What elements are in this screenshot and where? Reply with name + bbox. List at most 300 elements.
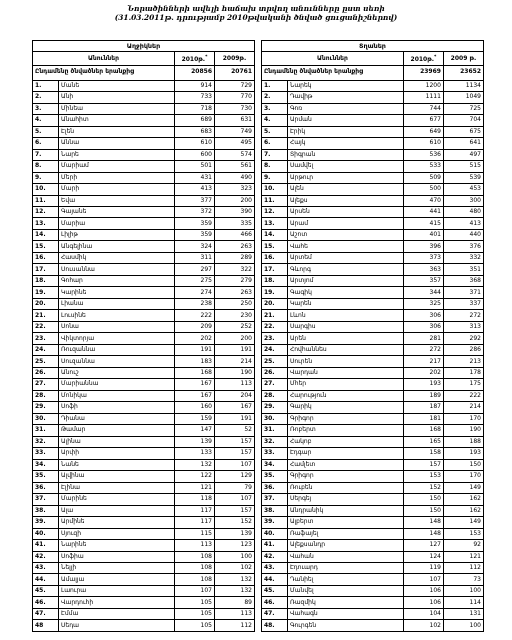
girls-name-cell: Էմմա (59, 608, 175, 619)
boys-count-2009-cell: 175 (443, 379, 483, 390)
boys-name-cell: Տիգրան (287, 149, 403, 160)
girls-count-2010-cell: 413 (175, 184, 215, 195)
table-row (261, 92, 483, 103)
girls-count-2010-cell: 222 (175, 310, 215, 321)
table-row (261, 390, 483, 401)
boys-rank-cell: 43. (261, 563, 287, 574)
boys-count-2009-cell: 313 (443, 321, 483, 332)
boys-name-cell: Գագիկ (287, 287, 403, 298)
girls-name-cell: Մոնիկա (59, 390, 175, 401)
boys-count-2010-cell: 189 (403, 390, 443, 401)
girls-count-2010-cell: 159 (175, 413, 215, 424)
girls-count-2009-cell: 79 (215, 482, 255, 493)
girls-count-2010-cell: 274 (175, 287, 215, 298)
table-row (33, 608, 255, 619)
girls-count-2010-cell: 105 (175, 608, 215, 619)
boys-section-title: Տղաներ (261, 41, 483, 52)
boys-name-cell: Լևոն (287, 310, 403, 321)
boys-count-2009-cell: 100 (443, 620, 483, 632)
table-row (261, 574, 483, 585)
girls-name-cell: Էլինա (59, 482, 175, 493)
girls-count-2009-cell: 157 (215, 505, 255, 516)
table-row (261, 356, 483, 367)
boys-name-cell: Կարեն (287, 298, 403, 309)
girls-count-2010-cell: 191 (175, 344, 215, 355)
boys-count-2009-cell: 300 (443, 195, 483, 206)
boys-rank-cell: 15. (261, 241, 287, 252)
girls-count-2010-cell: 132 (175, 459, 215, 470)
girls-rank-cell: 29. (33, 402, 59, 413)
girls-count-2010-cell: 139 (175, 436, 215, 447)
girls-count-2010-cell: 431 (175, 172, 215, 183)
girls-count-2009-cell: 323 (215, 184, 255, 195)
girls-count-2009-cell: 466 (215, 229, 255, 240)
boys-count-2010-cell: 533 (403, 161, 443, 172)
girls-count-2010-cell: 683 (175, 126, 215, 137)
boys-count-2009-cell: 371 (443, 287, 483, 298)
boys-count-2010-cell: 500 (403, 184, 443, 195)
girls-count-2009-cell: 89 (215, 597, 255, 608)
girls-count-2009-cell: 204 (215, 390, 255, 401)
table-row (261, 80, 483, 91)
boys-count-2010-cell: 187 (403, 402, 443, 413)
boys-name-cell: Գոռ (287, 103, 403, 114)
girls-rank-cell: 12. (33, 206, 59, 217)
girls-count-2010-cell: 324 (175, 241, 215, 252)
girls-count-2009-cell: 52 (215, 425, 255, 436)
girls-name-cell: Սոֆի (59, 402, 175, 413)
girls-count-2010-cell: 275 (175, 275, 215, 286)
boys-name-cell: Վահե (287, 241, 403, 252)
girls-rank-cell: 28. (33, 390, 59, 401)
boys-rank-cell: 14. (261, 229, 287, 240)
table-row (261, 344, 483, 355)
boys-name-cell: Արտյոմ (287, 275, 403, 286)
table-row (261, 184, 483, 195)
girls-rank-cell: 3. (33, 103, 59, 114)
boys-rank-cell: 45. (261, 585, 287, 596)
table-row (261, 218, 483, 229)
table-row (261, 471, 483, 482)
girls-count-2009-cell: 190 (215, 367, 255, 378)
boys-count-2009-cell: 149 (443, 482, 483, 493)
girls-rank-cell: 40. (33, 528, 59, 539)
table-row (33, 459, 255, 470)
boys-count-2010-cell: 165 (403, 436, 443, 447)
girls-name-cell: Նարե (59, 149, 175, 160)
girls-count-2009-cell: 335 (215, 218, 255, 229)
girls-count-2009-cell: 191 (215, 413, 255, 424)
girls-name-cell: Դիանա (59, 413, 175, 424)
table-row (261, 195, 483, 206)
girls-count-2009-cell: 730 (215, 103, 255, 114)
table-row (33, 528, 255, 539)
boys-rank-cell: 18. (261, 275, 287, 286)
table-row (33, 505, 255, 516)
table-row (261, 138, 483, 149)
boys-rank-cell: 30. (261, 413, 287, 424)
boys-count-2010-cell: 325 (403, 298, 443, 309)
girls-name-cell: Մերի (59, 172, 175, 183)
boys-rank-cell: 27. (261, 379, 287, 390)
girls-rank-cell: 39. (33, 517, 59, 528)
boys-count-2009-cell: 1134 (443, 80, 483, 91)
girls-count-2009-cell: 561 (215, 161, 255, 172)
girls-rank-cell: 13. (33, 218, 59, 229)
boys-count-2010-cell: 649 (403, 126, 443, 137)
girls-name-cell: Մինեա (59, 103, 175, 114)
boys-count-2010-cell: 168 (403, 425, 443, 436)
boys-count-2010-cell: 193 (403, 379, 443, 390)
boys-rank-cell: 2. (261, 92, 287, 103)
boys-rank-cell: 11. (261, 195, 287, 206)
girls-rank-cell: 46. (33, 597, 59, 608)
boys-rank-cell: 20. (261, 298, 287, 309)
document-title: Նորածինների ավելի հաճախ տրվող անունները ըստ սեռի (127, 4, 385, 13)
boys-count-2009-cell: 368 (443, 275, 483, 286)
girls-count-2009-cell: 132 (215, 574, 255, 585)
table-row (33, 563, 255, 574)
girls-name-cell: Ամալյա (59, 574, 175, 585)
boys-count-2009-cell: 214 (443, 402, 483, 413)
girls-count-2010-cell: 359 (175, 218, 215, 229)
boys-total-2009: 23652 (443, 66, 483, 81)
girls-name-cell: Սոֆիա (59, 551, 175, 562)
boys-count-2010-cell: 157 (403, 459, 443, 470)
girls-names-table (32, 40, 255, 632)
boys-rank-cell: 29. (261, 402, 287, 413)
girls-count-2009-cell: 107 (215, 494, 255, 505)
girls-count-2009-cell: 230 (215, 310, 255, 321)
table-row (33, 103, 255, 114)
boys-name-cell: Ալեն (287, 184, 403, 195)
girls-rank-cell: 42. (33, 551, 59, 562)
boys-rank-cell: 17. (261, 264, 287, 275)
girls-count-2010-cell: 115 (175, 528, 215, 539)
boys-count-2010-cell: 148 (403, 517, 443, 528)
boys-count-2010-cell: 148 (403, 528, 443, 539)
boys-name-cell: Արման (287, 115, 403, 126)
table-row (261, 298, 483, 309)
girls-count-2009-cell: 107 (215, 459, 255, 470)
boys-count-2009-cell: 413 (443, 218, 483, 229)
boys-count-2009-cell: 178 (443, 367, 483, 378)
table-row (261, 252, 483, 263)
girls-count-2010-cell: 105 (175, 597, 215, 608)
boys-rank-cell: 3. (261, 103, 287, 114)
girls-rank-cell: 21. (33, 310, 59, 321)
table-row (261, 517, 483, 528)
boys-name-cell: Անդրանիկ (287, 505, 403, 516)
girls-count-2009-cell: 214 (215, 356, 255, 367)
girls-total-label: Ընդամենը ծնվածներ երանքից (33, 66, 175, 81)
girls-name-cell: Սուզաննա (59, 356, 175, 367)
girls-count-2010-cell: 914 (175, 80, 215, 91)
girls-rank-cell: 18. (33, 275, 59, 286)
boys-rank-cell: 48. (261, 620, 287, 632)
table-row (261, 379, 483, 390)
girls-count-2010-cell: 238 (175, 298, 215, 309)
boys-count-2010-cell: 202 (403, 367, 443, 378)
boys-count-2009-cell: 153 (443, 528, 483, 539)
girls-rank-cell: 7. (33, 149, 59, 160)
boys-name-cell: Սամվել (287, 161, 403, 172)
boys-count-2010-cell: 536 (403, 149, 443, 160)
table-row (261, 321, 483, 332)
girls-name-cell: Մարիաննա (59, 379, 175, 390)
table-row (261, 425, 483, 436)
boys-name-cell: Վարդան (287, 367, 403, 378)
boys-rank-cell: 1. (261, 80, 287, 91)
boys-count-2009-cell: 272 (443, 310, 483, 321)
girls-count-2010-cell: 610 (175, 138, 215, 149)
table-row (33, 620, 255, 632)
table-row (33, 241, 255, 252)
girls-rank-cell: 14. (33, 229, 59, 240)
table-row (261, 563, 483, 574)
girls-count-2009-cell: 631 (215, 115, 255, 126)
girls-count-2009-cell: 157 (215, 448, 255, 459)
girls-name-cell: Արմինե (59, 517, 175, 528)
boys-name-cell: Էրիկ (287, 126, 403, 137)
table-row (261, 528, 483, 539)
boys-name-cell: Ռազմիկ (287, 597, 403, 608)
table-row (261, 287, 483, 298)
girls-rank-cell: 1. (33, 80, 59, 91)
boys-rank-cell: 41. (261, 540, 287, 551)
table-row (261, 229, 483, 240)
table-row (33, 287, 255, 298)
boys-name-cell: Գրիգոր (287, 413, 403, 424)
table-row (261, 264, 483, 275)
girls-name-cell: Գոհար (59, 275, 175, 286)
boys-count-2010-cell: 158 (403, 448, 443, 459)
boys-name-cell: Ռոբերտ (287, 425, 403, 436)
boys-rank-cell: 40. (261, 528, 287, 539)
girls-name-cell: Արփի (59, 448, 175, 459)
girls-count-2009-cell: 113 (215, 608, 255, 619)
boys-count-2009-cell: 292 (443, 333, 483, 344)
girls-count-2009-cell: 495 (215, 138, 255, 149)
girls-name-cell: Անահիտ (59, 115, 175, 126)
table-row (33, 379, 255, 390)
boys-name-cell: Գուրգեն (287, 620, 403, 632)
table-row (33, 275, 255, 286)
girls-name-cell: Հասմիկ (59, 252, 175, 263)
table-row (33, 517, 255, 528)
boys-count-2010-cell: 677 (403, 115, 443, 126)
table-row (261, 333, 483, 344)
boys-count-2009-cell: 190 (443, 425, 483, 436)
girls-name-cell: Ալա (59, 505, 175, 516)
boys-rank-cell: 42. (261, 551, 287, 562)
boys-count-2010-cell: 127 (403, 540, 443, 551)
table-row (261, 367, 483, 378)
boys-2010-header: 2010թ.* (403, 52, 443, 66)
boys-count-2009-cell: 725 (443, 103, 483, 114)
girls-rank-cell: 33. (33, 448, 59, 459)
girls-rank-cell: 10. (33, 184, 59, 195)
table-row (33, 321, 255, 332)
boys-count-2010-cell: 153 (403, 471, 443, 482)
boys-count-2009-cell: 480 (443, 206, 483, 217)
table-row (261, 540, 483, 551)
boys-rank-cell: 8. (261, 161, 287, 172)
boys-count-2010-cell: 124 (403, 551, 443, 562)
girls-name-cell: Նանե (59, 459, 175, 470)
table-row (261, 551, 483, 562)
girls-name-cell: Մարիամ (59, 161, 175, 172)
table-row (33, 92, 255, 103)
table-row (33, 115, 255, 126)
table-row (261, 103, 483, 114)
boys-rank-cell: 10. (261, 184, 287, 195)
girls-2009-header: 2009թ. (215, 52, 255, 66)
boys-name-cell: Արամ (287, 218, 403, 229)
boys-count-2009-cell: 193 (443, 448, 483, 459)
boys-name-cell: Արեն (287, 333, 403, 344)
girls-count-2009-cell: 279 (215, 275, 255, 286)
girls-name-cell: Լուսինե (59, 310, 175, 321)
boys-count-2010-cell: 306 (403, 310, 443, 321)
table-row (33, 252, 255, 263)
girls-count-2009-cell: 729 (215, 80, 255, 91)
table-row (33, 367, 255, 378)
boys-total-label: Ընդամենը ծնվածներ երանքից (261, 66, 403, 81)
boys-count-2009-cell: 286 (443, 344, 483, 355)
boys-count-2010-cell: 306 (403, 321, 443, 332)
table-row (33, 551, 255, 562)
girls-count-2009-cell: 152 (215, 517, 255, 528)
girls-count-2010-cell: 117 (175, 505, 215, 516)
boys-count-2010-cell: 1200 (403, 80, 443, 91)
boys-rank-cell: 24. (261, 344, 287, 355)
boys-count-2009-cell: 675 (443, 126, 483, 137)
girls-name-cell: Մանե (59, 80, 175, 91)
girls-count-2010-cell: 718 (175, 103, 215, 114)
girls-count-2009-cell: 132 (215, 585, 255, 596)
girls-rank-cell: 48 (33, 620, 59, 632)
boys-count-2009-cell: 188 (443, 436, 483, 447)
girls-count-2010-cell: 108 (175, 563, 215, 574)
table-row (33, 356, 255, 367)
table-row (33, 206, 255, 217)
boys-count-2009-cell: 453 (443, 184, 483, 195)
girls-rank-cell: 36. (33, 482, 59, 493)
girls-count-2009-cell: 139 (215, 528, 255, 539)
table-row (261, 448, 483, 459)
boys-name-cell: Նարեկ (287, 80, 403, 91)
girls-name-cell: Սոնա (59, 321, 175, 332)
table-row (261, 275, 483, 286)
table-row (33, 597, 255, 608)
girls-rank-cell: 26. (33, 367, 59, 378)
boys-count-2009-cell: 641 (443, 138, 483, 149)
table-row (33, 149, 255, 160)
table-row (33, 540, 255, 551)
girls-name-cell: Մարիա (59, 218, 175, 229)
girls-name-cell: Ալվինա (59, 471, 175, 482)
table-row (261, 206, 483, 217)
girls-count-2010-cell: 121 (175, 482, 215, 493)
boys-rank-cell: 25. (261, 356, 287, 367)
boys-rank-cell: 28. (261, 390, 287, 401)
boys-name-cell: Վահան (287, 551, 403, 562)
table-row (261, 459, 483, 470)
boys-rank-cell: 7. (261, 149, 287, 160)
boys-name-cell: Գրիգոր (287, 471, 403, 482)
boys-rank-cell: 26. (261, 367, 287, 378)
table-row (261, 620, 483, 632)
girls-count-2010-cell: 118 (175, 494, 215, 505)
boys-count-2010-cell: 107 (403, 574, 443, 585)
girls-count-2009-cell: 200 (215, 195, 255, 206)
girls-count-2010-cell: 167 (175, 390, 215, 401)
girls-name-cell: Աննա (59, 138, 175, 149)
boys-rank-cell: 16. (261, 252, 287, 263)
girls-name-cell: Վիկտորյա (59, 333, 175, 344)
table-row (261, 436, 483, 447)
boys-name-cell: Հովհաննես (287, 344, 403, 355)
table-row (261, 310, 483, 321)
boys-name-cell: Ալեքս (287, 195, 403, 206)
table-row (261, 161, 483, 172)
table-row (33, 195, 255, 206)
girls-name-cell: Անուշ (59, 367, 175, 378)
girls-rank-cell: 31. (33, 425, 59, 436)
table-row (33, 436, 255, 447)
boys-name-cell: Արտեմ (287, 252, 403, 263)
boys-name-cell: Ռաֆայել (287, 528, 403, 539)
table-row (261, 126, 483, 137)
girls-count-2009-cell: 490 (215, 172, 255, 183)
boys-name-cell: Սարգիս (287, 321, 403, 332)
girls-rank-cell: 41. (33, 540, 59, 551)
boys-rank-cell: 33. (261, 448, 287, 459)
girls-name-cell: Նելլի (59, 563, 175, 574)
boys-rank-cell: 31. (261, 425, 287, 436)
girls-rank-cell: 30. (33, 413, 59, 424)
girls-count-2010-cell: 113 (175, 540, 215, 551)
boys-count-2010-cell: 401 (403, 229, 443, 240)
boys-count-2009-cell: 515 (443, 161, 483, 172)
girls-name-cell: Ալինա (59, 436, 175, 447)
table-row (33, 184, 255, 195)
girls-count-2009-cell: 123 (215, 540, 255, 551)
boys-name-cell: Հակոբ (287, 436, 403, 447)
boys-name-cell: Մհեր (287, 379, 403, 390)
girls-rank-cell: 9. (33, 172, 59, 183)
table-row (261, 115, 483, 126)
boys-count-2010-cell: 470 (403, 195, 443, 206)
girls-rank-cell: 11. (33, 195, 59, 206)
girls-count-2009-cell: 191 (215, 344, 255, 355)
girls-count-2009-cell: 252 (215, 321, 255, 332)
boys-count-2010-cell: 106 (403, 585, 443, 596)
boys-name-cell: Հայկ (287, 138, 403, 149)
boys-count-2009-cell: 131 (443, 608, 483, 619)
girls-count-2010-cell: 117 (175, 517, 215, 528)
boys-rank-cell: 5. (261, 126, 287, 137)
boys-count-2010-cell: 181 (403, 413, 443, 424)
boys-count-2009-cell: 497 (443, 149, 483, 160)
girls-rank-cell: 2. (33, 92, 59, 103)
girls-count-2010-cell: 105 (175, 620, 215, 632)
boys-count-2009-cell: 100 (443, 585, 483, 596)
boys-count-2010-cell: 217 (403, 356, 443, 367)
boys-count-2010-cell: 363 (403, 264, 443, 275)
boys-count-2009-cell: 114 (443, 597, 483, 608)
